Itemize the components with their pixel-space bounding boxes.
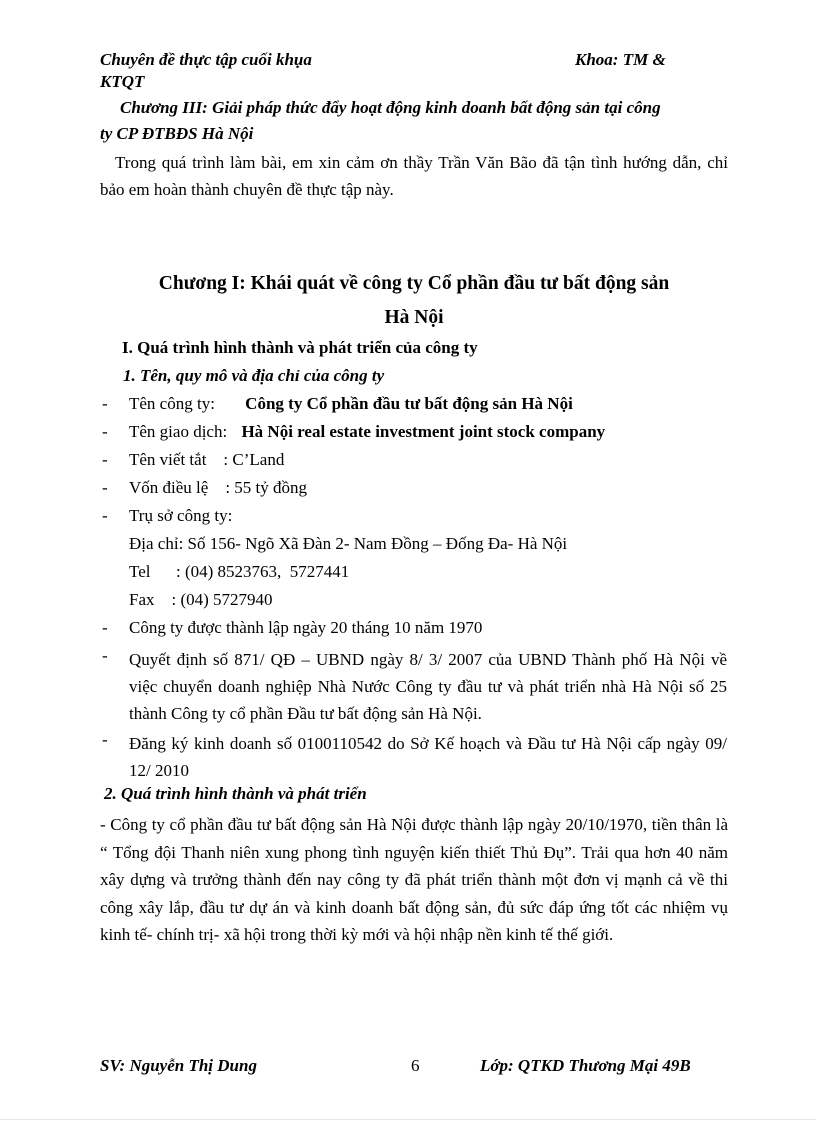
list-bullet: - [102, 478, 108, 497]
subsection1-heading: 1. Tên, quy mô và địa chỉ của công ty [123, 366, 385, 385]
section2-heading: 2. Quá trình hình thành và phát triển [104, 784, 367, 803]
footer-class: Lớp: QTKD Thương Mại 49B [480, 1056, 691, 1075]
list-bullet: - [102, 450, 108, 469]
chapter1-title-line1: Chương I: Khái quát về công ty Cổ phần đầu tư bất động sản [158, 273, 670, 294]
page-number: 6 [411, 1056, 420, 1075]
thanks-paragraph: Trong quá trình làm bài, em xin cảm ơn thầy Trần Văn Bão đã tận tình hướng dẫn, chỉ bảo em hoàn thành chuyên đề thực tập này. [100, 153, 728, 199]
list-bullet: - [102, 422, 108, 441]
list-bullet: - [102, 646, 108, 665]
headquarters-row: Trụ sở công ty: [129, 506, 233, 525]
founded-row: Công ty được thành lập ngày 20 tháng 10 năm 1970 [129, 618, 483, 637]
list-bullet: - [102, 618, 108, 637]
chapter3-heading-line2: ty CP ĐTBĐS Hà Nội [100, 124, 254, 143]
address-row: Địa chỉ: Số 156- Ngõ Xã Đàn 2- Nam Đồng – Đống Đa- Hà Nội [129, 534, 568, 553]
trade-name-row [129, 422, 605, 442]
header-right: Khoa: TM & [575, 50, 666, 69]
section2-body: - Công ty cổ phần đầu tư bất động sản Hà Nội được thành lập ngày 20/10/1970, tiền thân là “ Tổng đội Thanh niên xung phong tình nguyện kiến thiết Thủ Đụ”. Trải qua hơn 40 năm xây dựng và trưởng thành đến nay công ty đã phát triển thành một đơn vị mạnh cả về thi công xây lắp, đầu tư dự án và kinh doanh bất động sản, đủ sức đáp ứng tốt các nhiệm vụ kinh tế- chính trị- xã hội trong thời kỳ mới và hội nhập nền kinh tế thế giới. [100, 815, 728, 944]
fax-row: Fax : (04) 5727940 [129, 590, 273, 609]
capital-row: Vốn điều lệ : 55 tỷ đồng [129, 478, 308, 497]
registration-paragraph: Đăng ký kinh doanh số 0100110542 do Sở Kế hoạch và Đầu tư Hà Nội cấp ngày 09/ 12/ 2010 [129, 734, 727, 780]
company-name-value: Công ty Cổ phần đầu tư bất động sản Hà Nội [245, 394, 573, 413]
company-name-label: Tên công ty: [129, 394, 215, 413]
abbreviation-row: Tên viết tắt : C’Land [129, 450, 285, 469]
section1-heading: I. Quá trình hình thành và phát triển của công ty [122, 338, 478, 357]
footer-student: SV: Nguyễn Thị Dung [100, 1056, 257, 1075]
trade-name-value: Hà Nội real estate investment joint stock company [241, 422, 606, 441]
header-left: Chuyên đề thực tập cuối khụa [100, 50, 312, 69]
company-name-row [129, 394, 573, 414]
page-edge-divider [0, 1119, 816, 1120]
chapter1-title-line2: Hà Nội [384, 307, 444, 328]
trade-name-label: Tên giao dịch: [129, 422, 228, 441]
decision-paragraph: Quyết định số 871/ QĐ – UBND ngày 8/ 3/ 2007 của UBND Thành phố Hà Nội về việc chuyển doanh nghiệp Nhà Nước Công ty đầu tư và phát triển nhà Hà Nội số 25 thành Công ty cổ phần Đầu tư bất động sản Hà Nội. [129, 650, 727, 723]
list-bullet: - [102, 506, 108, 525]
header-continuation: KTQT [100, 72, 145, 91]
list-bullet: - [102, 394, 108, 413]
tel-row: Tel : (04) 8523763, 5727441 [129, 562, 350, 581]
chapter3-heading-line1: Chương III: Giải pháp thức đẩy hoạt động kinh doanh bất động sản tại công [120, 98, 661, 117]
list-bullet: - [102, 730, 108, 749]
